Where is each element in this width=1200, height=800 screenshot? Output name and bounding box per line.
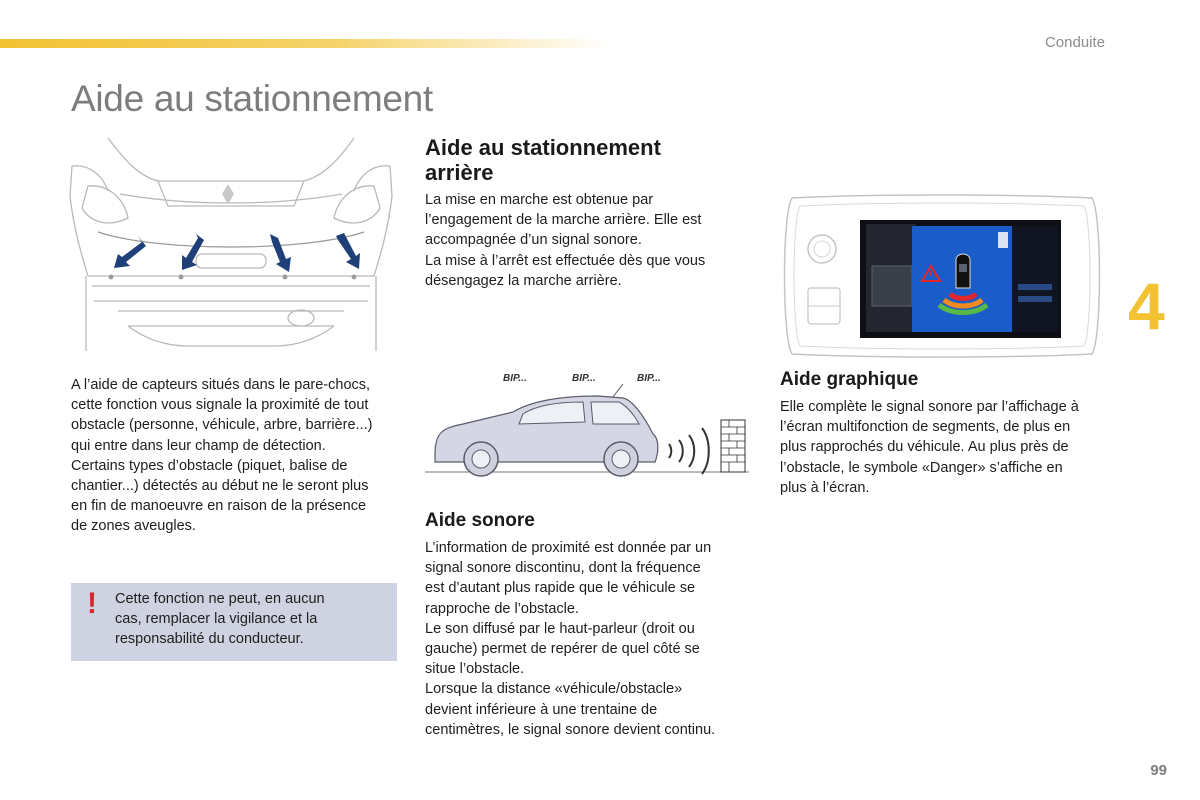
rear-parking-section [425,135,745,291]
heading-line: Aide au stationnement [425,135,661,160]
intro-line: de zones aveugles. [71,518,196,535]
sound-line: gauche) permet de repérer de quel côté se [425,641,700,658]
warning-exclamation-icon: ! [87,587,97,620]
graphic-line: l’obstacle, le symbole «Danger» s’affiche en [780,459,1063,476]
warning-line: cas, remplacer la vigilance et la [115,611,318,628]
page-number: 99 [1150,762,1167,779]
page-title: Aide au stationnement [71,78,433,119]
sound-line: devient inférieure à une trentaine de [425,701,658,718]
sound-line: est d’autant plus rapide que le véhicule se [425,580,696,597]
sound-line: centimètres, le signal sonore devient continu. [425,721,716,738]
graphic-aid-heading: Aide graphique [780,369,919,390]
graphic-aid-text [780,397,1110,498]
warning-text [115,589,385,650]
rear-parking-heading [425,135,745,185]
intro-line: qui entre dans leur champ de détection. [71,437,326,454]
intro-line: chantier...) détectés au début ne le seront plus [71,478,369,495]
section-label: Conduite [1044,34,1105,51]
warning-line: responsabilité du conducteur. [115,631,304,648]
bip-label: BIP... [572,373,596,384]
warning-line: Cette fonction ne peut, en aucun [115,591,325,607]
sound-line: Lorsque la distance «véhicule/obstacle» [425,681,683,698]
sound-line: situe l’obstacle. [425,661,525,678]
graphic-line: plus rapprochés du véhicule. Au plus près de [780,439,1069,456]
rear-line: La mise à l’arrêt est effectuée dès que vous [425,252,706,269]
graphic-line: plus à l’écran. [780,479,870,496]
sound-aid-heading: Aide sonore [425,510,535,531]
header-accent-bar [0,39,610,48]
intro-line: Certains types d’obstacle (piquet, balise de [71,457,348,474]
intro-line: A l’aide de capteurs situés dans le pare-chocs, [71,377,371,393]
warning-box [71,583,397,661]
car-reversing-toward-wall-illustration [423,362,751,484]
graphic-line: Elle complète le signal sonore par l’affichage à [780,399,1079,415]
rear-line: accompagnée d’un signal sonore. [425,232,642,249]
rear-line: La mise en marche est obtenue par [425,192,654,208]
sound-aid-section [425,510,745,740]
sound-line: Le son diffusé par le haut-parleur (droit ou [425,620,695,637]
heading-line: arrière [425,160,494,185]
rear-parking-text [425,190,745,291]
intro-line: en fin de manoeuvre en raison de la présence [71,498,367,515]
bip-label: BIP... [637,373,661,384]
rear-line: l’engagement de la marche arrière. Elle est [425,212,702,229]
rear-line: désengagez la marche arrière. [425,272,622,289]
bip-label: BIP... [503,373,527,384]
graphic-line: l’écran multifonction de segments, de plus en [780,419,1071,436]
graphic-aid-section [780,369,1110,498]
sound-line: L’information de proximité est donnée par un [425,540,712,556]
sound-aid-text [425,538,745,740]
sound-line: rapproche de l’obstacle. [425,600,579,617]
intro-line: obstacle (personne, véhicule, arbre, barrière...) [71,417,373,434]
sound-line: signal sonore discontinu, dont la fréquence [425,560,701,577]
intro-line: cette fonction vous signale la proximité de tout [71,397,369,414]
chapter-number: 4 [1128,269,1165,343]
intro-paragraph [71,375,401,537]
multifunction-screen-illustration [780,194,1104,358]
car-rear-sensors-illustration [68,136,394,356]
